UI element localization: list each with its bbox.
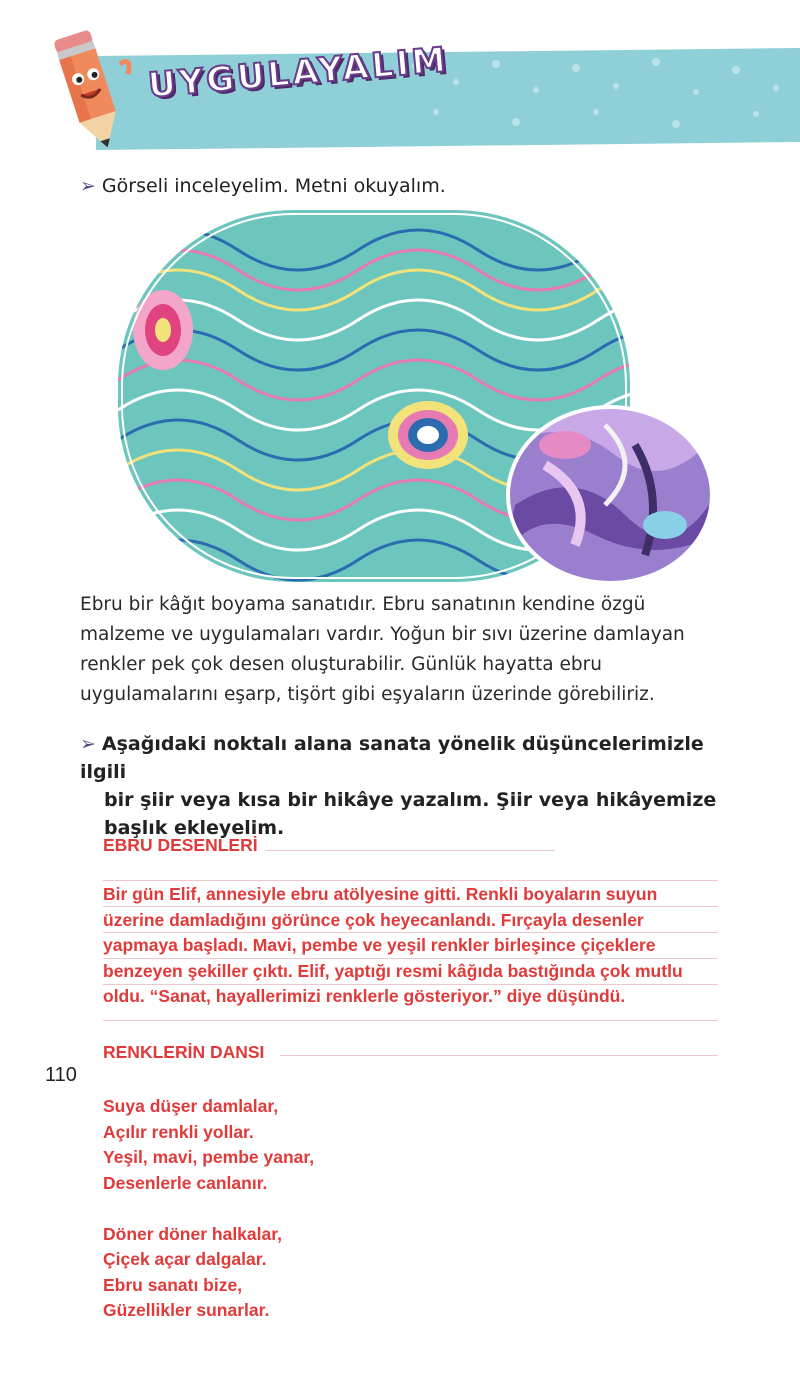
instruction-line: başlık ekleyelim. xyxy=(104,817,285,839)
pencil-mascot-icon xyxy=(40,26,140,154)
story-line: yapmaya başladı. Mavi, pembe ve yeşil renkler birleşince çiçeklere xyxy=(103,935,656,955)
story-title: EBRU DESENLERİ xyxy=(103,835,258,855)
instruction-write xyxy=(80,730,740,842)
poem-line: Suya düşer damlalar, xyxy=(103,1096,279,1116)
instruction-observe xyxy=(80,172,446,200)
paragraph-line: renkler pek çok desen oluşturabilir. Günlük hayatta ebru xyxy=(80,654,602,675)
poem-line: Desenlerle canlanır. xyxy=(103,1172,268,1193)
poem-line: Çiçek açar dalgalar. xyxy=(103,1249,267,1269)
writing-line xyxy=(103,880,718,881)
poem-line: Açılır renkli yollar. xyxy=(103,1121,254,1142)
writing-line xyxy=(265,850,555,851)
poem-line: Güzellikler sunarlar. xyxy=(103,1300,270,1320)
poem-title: RENKLERİN DANSI xyxy=(103,1042,265,1062)
banner-title: UYGULAYALIM xyxy=(146,39,451,106)
instruction-text: Görseli inceleyelim. Metni okuyalım. xyxy=(101,175,446,197)
story-text xyxy=(103,882,683,1010)
scarf-photo-image xyxy=(505,405,715,585)
story-line: üzerine damladığını görünce çok heyecanlandı. Fırçayla desenler xyxy=(103,909,644,930)
instruction-line: bir şiir veya kısa bir hikâye yazalım. Şiir veya hikâyemize xyxy=(104,789,717,811)
instruction-line xyxy=(80,730,740,786)
paragraph-line: malzeme ve uygulamaları vardır. Yoğun bir sıvı üzerine damlayan xyxy=(80,624,685,645)
writing-line xyxy=(103,1020,718,1021)
story-line: oldu. “Sanat, hayallerimizi renklerle gösteriyor.” diye düşündü. xyxy=(103,986,626,1006)
paragraph-line: Ebru bir kâğıt boyama sanatıdır. Ebru sanatının kendine özgü xyxy=(80,594,646,615)
poem-stanza-gap xyxy=(103,1196,314,1222)
story-line: benzeyen şekiller çıktı. Elif, yaptığı resmi kâğıda bastığında çok mutlu xyxy=(103,960,683,981)
poem-line: Yeşil, mavi, pembe yanar, xyxy=(103,1147,315,1167)
story-line: Bir gün Elif, annesiyle ebru atölyesine gitti. Renkli boyaların suyun xyxy=(103,884,658,904)
instruction-text: Aşağıdaki noktalı alana sanata yönelik düşüncelerimizle ilgili xyxy=(80,733,704,783)
page-number: 110 xyxy=(45,1064,77,1086)
ebru-paragraph xyxy=(80,590,740,710)
poem-line: Döner döner halkalar, xyxy=(103,1223,282,1244)
writing-line xyxy=(280,1055,718,1056)
poem-text xyxy=(103,1094,314,1324)
paragraph-line: uygulamalarını eşarp, tişört gibi eşyaların üzerinde görebiliriz. xyxy=(80,684,655,705)
poem-line: Ebru sanatı bize, xyxy=(103,1274,243,1295)
arrow-bullet-icon: ➢ xyxy=(80,733,96,755)
arrow-bullet-icon: ➢ xyxy=(80,175,96,197)
